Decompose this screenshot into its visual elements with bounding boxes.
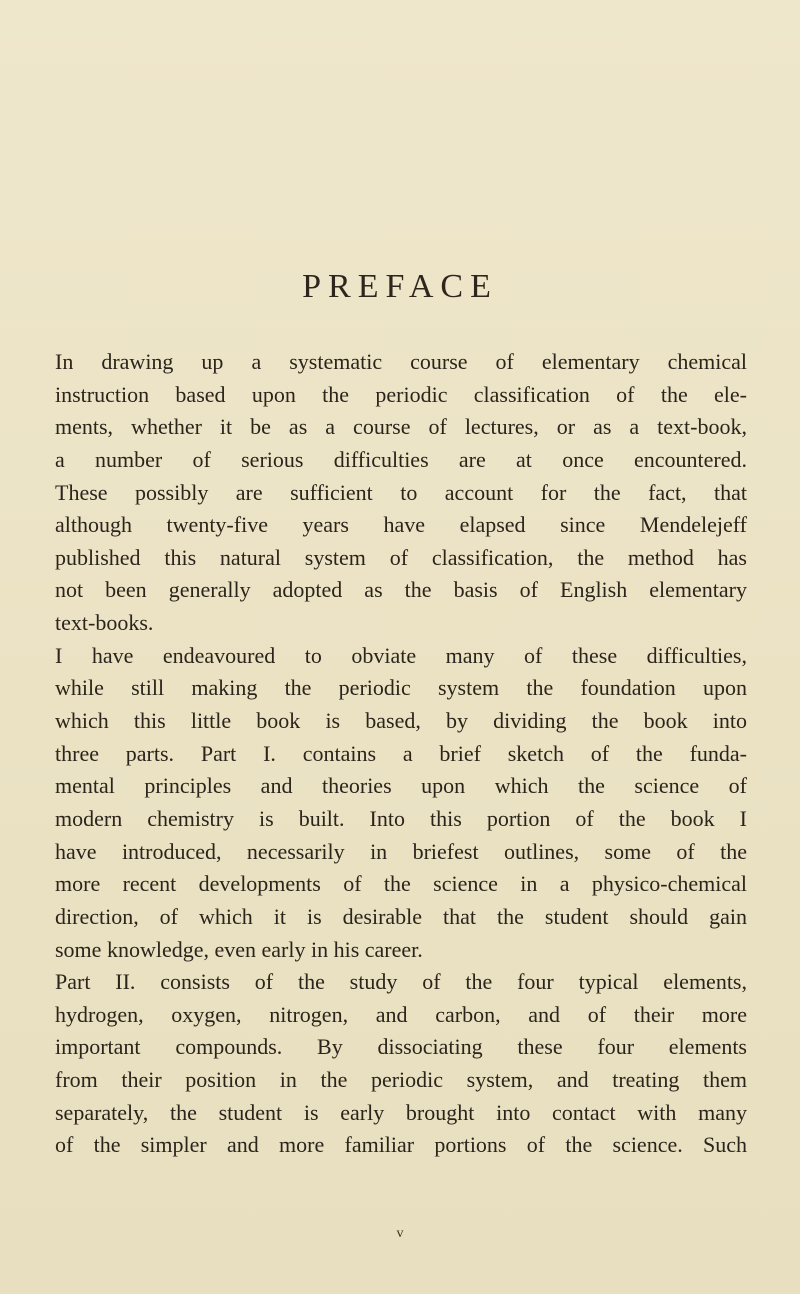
text-line: modern chemistry is built. Into this portion of the book I [55,805,747,831]
text-line: mental principles and theories upon which the science of [55,773,747,799]
text-line: Part II. consists of the study of the four typical elements, [55,969,747,995]
text-line: although twenty-five years have elapsed since Mendelejeff [55,512,747,538]
text-line: ments, whether it be as a course of lectures, or as a text-book, [55,414,747,440]
text-line: a number of serious difficulties are at once encountered. [55,446,747,472]
text-line: hydrogen, oxygen, nitrogen, and carbon, and of their more [55,1001,747,1027]
text-line: have introduced, necessarily in briefest outlines, some of the [55,838,747,864]
text-line: three parts. Part I. contains a brief sketch of the funda- [55,740,747,766]
text-line: not been generally adopted as the basis of English elementary [55,577,747,603]
text-line: instruction based upon the periodic classification of the ele- [55,381,747,407]
text-line: more recent developments of the science in a physico-chemical [55,871,747,897]
text-line: while still making the periodic system the foundation upon [55,675,747,701]
text-line: direction, of which it is desirable that the student should gain [55,903,747,929]
text-line: separately, the student is early brought into contact with many [55,1099,747,1125]
page-number: v [396,1226,404,1241]
text-line: of the simpler and more familiar portions of the science. Such [55,1132,747,1158]
page-title: PREFACE [302,268,498,305]
text-line: text-books. [55,610,154,636]
text-line: In drawing up a systematic course of elementary chemical [55,349,747,374]
text-line: These possibly are sufficient to account for the fact, that [55,479,747,505]
text-line: from their position in the periodic system, and treating them [55,1067,747,1093]
text-line: important compounds. By dissociating these four elements [55,1034,747,1060]
text-line: I have endeavoured to obviate many of these difficulties, [55,642,747,668]
preface-body [55,346,747,1162]
text-line: published this natural system of classification, the method has [55,544,747,570]
text-line: which this little book is based, by dividing the book into [55,708,747,734]
text-line: some knowledge, even early in his career. [55,936,423,962]
